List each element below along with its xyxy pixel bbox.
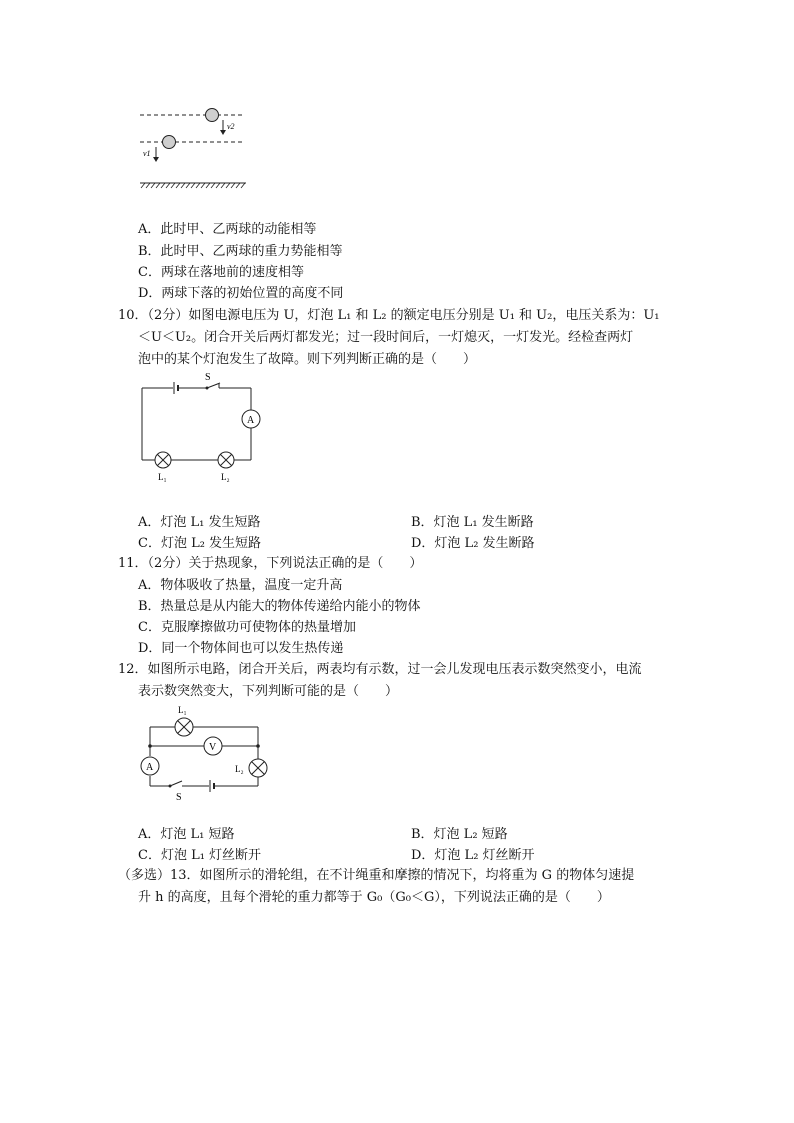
switch-icon	[169, 781, 183, 788]
q10-option-b: B．灯泡 L₁ 发生断路	[411, 515, 534, 530]
q9-option-c: C．两球在落地前的速度相等	[138, 265, 304, 280]
q11-option-d: D．同一个物体间也可以发生热传递	[138, 641, 344, 656]
label-v1: v1	[143, 149, 151, 158]
q10-circuit-figure	[135, 372, 275, 484]
q11-text-line1: 11．（2分）关于热现象，下列说法正确的是（ ）	[118, 556, 423, 571]
battery-icon	[210, 780, 214, 792]
falling-balls-figure	[135, 100, 255, 192]
q9-option-b: B．此时甲、乙两球的重力势能相等	[138, 244, 343, 259]
ammeter-icon	[141, 757, 159, 775]
q12-circuit-figure	[135, 700, 275, 805]
q10-text-line2: ＜U＜U₂。闭合开关后两灯都发光；过一段时间后，一灯熄灭，一灯发光。经检查两灯	[138, 330, 634, 345]
lamp-icon	[249, 759, 267, 777]
lamp-icon	[155, 452, 171, 468]
q13-text-line2: 升 h 的高度，且每个滑轮的重力都等于 G₀（G₀＜G），下列说法正确的是（ ）	[138, 890, 610, 905]
q10-text-line1: 10．（2分）如图电源电压为 U，灯泡 L₁ 和 L₂ 的额定电压分别是 U₁ 和 U₂，电压关系为：U₁	[118, 308, 660, 323]
lamp1-label: L₁	[158, 472, 167, 482]
lamp-icon	[175, 718, 193, 736]
ball-lower	[163, 136, 176, 149]
lamp1-label: L₁	[178, 705, 187, 715]
battery-icon	[174, 382, 178, 394]
junction-dot	[256, 744, 260, 748]
q10-option-d: D．灯泡 L₂ 发生断路	[411, 536, 535, 551]
lamp2-label: L₂	[235, 764, 244, 774]
q10-option-a: A．灯泡 L₁ 发生短路	[138, 515, 261, 530]
ball-upper	[206, 109, 219, 122]
arrow-down-icon	[153, 157, 159, 162]
switch-label: S	[205, 372, 211, 383]
q12-option-c: C．灯泡 L₁ 灯丝断开	[138, 848, 262, 863]
q12-option-d: D．灯泡 L₂ 灯丝断开	[411, 848, 535, 863]
junction-dot	[148, 744, 152, 748]
switch-icon	[206, 383, 221, 390]
ammeter-icon	[242, 410, 260, 428]
voltmeter-icon	[204, 737, 222, 755]
q9-option-d: D．两球下落的初始位置的高度不同	[138, 286, 344, 301]
switch-label: S	[176, 792, 182, 803]
q12-option-b: B．灯泡 L₂ 短路	[411, 827, 508, 842]
arrow-down-icon	[220, 130, 226, 135]
svg-text:A: A	[146, 762, 154, 773]
ground-hatch	[141, 183, 245, 188]
q12-text-line2: 表示数突然变大，下列判断可能的是（ ）	[138, 684, 399, 699]
q11-option-c: C．克服摩擦做功可使物体的热量增加	[138, 620, 356, 635]
q12-option-a: A．灯泡 L₁ 短路	[138, 827, 235, 842]
lamp2-label: L₂	[221, 472, 230, 482]
q10-text-line3: 泡中的某个灯泡发生了故障。则下列判断正确的是（ ）	[138, 352, 477, 367]
lamp-icon	[218, 452, 234, 468]
q10-option-c: C．灯泡 L₂ 发生短路	[138, 536, 262, 551]
q12-text-line1: 12．如图所示电路，闭合开关后，两表均有示数，过一会儿发现电压表示数突然变小，电流	[118, 662, 642, 677]
q11-option-a: A．物体吸收了热量，温度一定升高	[138, 578, 343, 593]
label-v2: v2	[227, 122, 235, 131]
q13-text-line1: （多选）13．如图所示的滑轮组，在不计绳重和摩擦的情况下，均将重为 G 的物体匀速提	[118, 868, 635, 883]
q11-option-b: B．热量总是从内能大的物体传递给内能小的物体	[138, 599, 421, 614]
svg-text:A: A	[247, 415, 255, 426]
q9-option-a: A．此时甲、乙两球的动能相等	[138, 222, 317, 237]
svg-text:V: V	[209, 742, 217, 753]
